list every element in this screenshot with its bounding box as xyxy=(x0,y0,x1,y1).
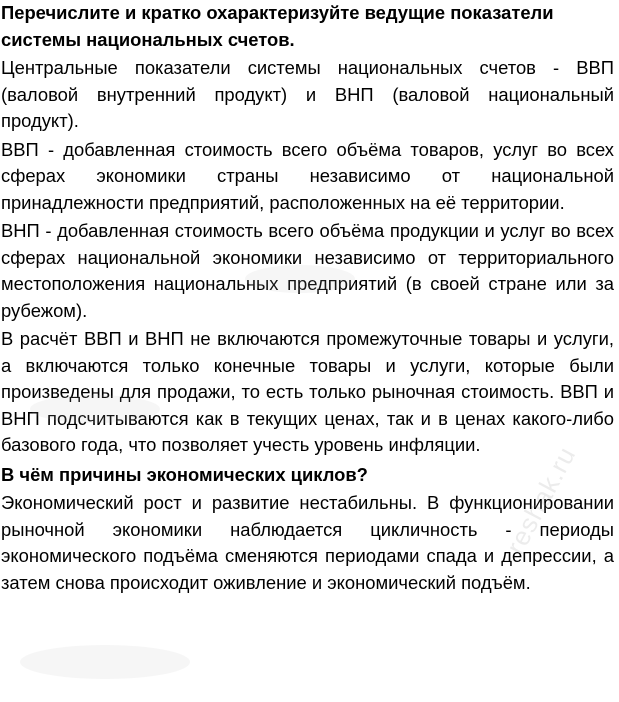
paragraph-central-indicators: Центральные показатели системы национальных счетов - ВВП (валовой внутренний продукт) и ВНП (валовой национальный продукт). xyxy=(1,57,614,131)
paragraph-gnp-definition: ВНП - добавленная стоимость всего объёма продукции и услуг во всех сферах национальной экономики независимо от территориального местоположения национальных предприятий (в своей стране или за рубежом). xyxy=(1,220,614,321)
paragraph-economic-cycles: Экономический рост и развитие нестабильны. В функционировании рыночной экономики наблюдается цикличность - периоды экономического подъёма сменяются периодами спада и депрессии, а затем снова происходит оживление и экономический подъём. xyxy=(1,492,614,593)
question-2-title: В чём причины экономических циклов? xyxy=(1,463,368,485)
watermark-logo: reshak.ru xyxy=(500,441,582,560)
question-1-title-line-1: Перечислите и кратко охарактеризуйте ведущие показатели xyxy=(1,2,554,23)
question-1-title-line-2: системы национальных счетов. xyxy=(1,28,295,50)
paragraph-gdp-definition: ВВП - добавленная стоимость всего объёма товаров, услуг во всех сферах экономики страны независимо от национальной принадлежности предприятий, расположенных на её территории. xyxy=(1,138,614,213)
paragraph-calculation-rules: В расчёт ВВП и ВНП не включаются промежуточные товары и услуги, а включаются только конечные товары и услуги, которые были произведены для продажи, то есть только рыночная стоимость. ВВП и ВНП подсчитываются как в текущих ценах, так и в ценах какого-либо базового года, что позволяет учесть уровень инфляции. xyxy=(1,328,614,455)
question-1-title xyxy=(0,0,614,53)
